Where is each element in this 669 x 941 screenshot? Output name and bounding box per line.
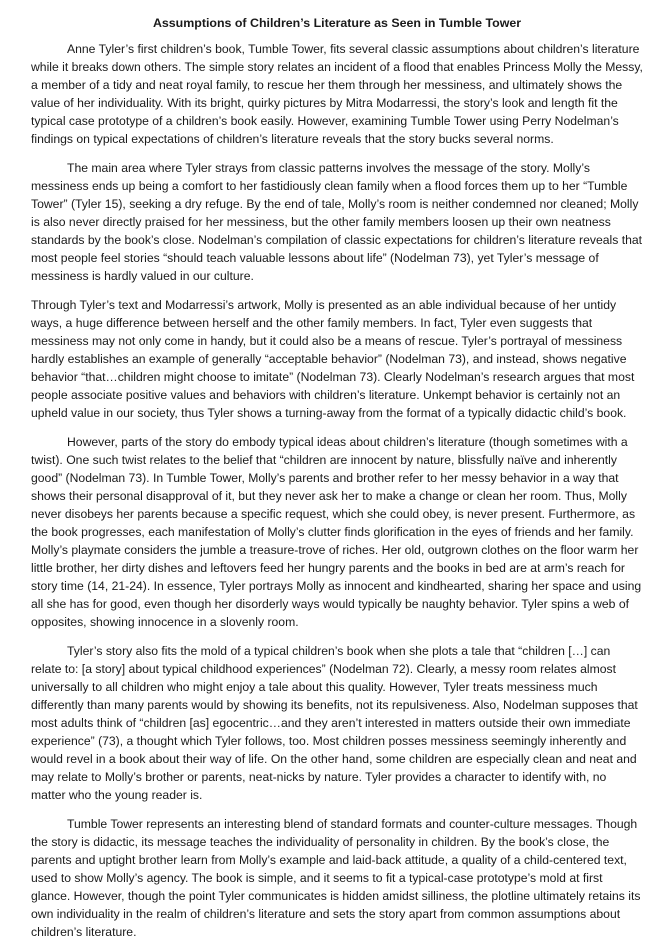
paragraph-intro: Anne Tyler’s first children’s book, Tumble Tower, fits several classic assumptions about children’s literature while it breaks down others. The simple story relates an incident of a flood that enables Princess Molly the Messy, a member of a tidy and neat royal family, to rescue her them through her messiness, and ultimately shows the value of her individuality. With its bright, quirky pictures by Mitra Modarressi, the story’s look and length fit the typical case prototype of a children’s book easily. However, examining Tumble Tower using Perry Nodelman’s findings on typical expectations of children’s literature reveals that the story bucks several norms. bbox=[31, 42, 643, 146]
paragraph-message: The main area where Tyler strays from classic patterns involves the message of the story. Molly’s messiness ends up being a comfort to her fastidiously clean family when a flood forces them up to her “Tumble Tower” (Tyler 15), seeking a dry refuge. By the end of tale, Molly’s room is neither condemned nor cleaned; Molly is also never directly praised for her messiness, but the other family members loosen up their own neatness standards by the book’s close. Nodelman’s compilation of classic expectations for children’s literature reveals that most people feel stories “should teach valuable lessons about life” (Nodelman 73), yet Tyler’s message of messiness is hardly valued in our culture. bbox=[31, 161, 643, 283]
paragraph-innocence: However, parts of the story do embody typical ideas about children’s literature (though sometimes with a twist). One such twist relates to the belief that “children are innocent by nature, blissfully naïve and inherently good” (Nodelman 73). In Tumble Tower, Molly’s parents and brother refer to her messy behavior in a way that shows their personal disapproval of it, but they never ask her to make a change or clean her room. Thus, Molly never disobeys her parents because a specific request, which she could obey, is never present. Furthermore, as the book progresses, each manifestation of Molly’s clutter finds glorification in the eyes of friends and her family. Molly’s playmate considers the jumble a treasure-trove of riches. Her old, outgrown clothes on the floor warm her little brother, her dirty dishes and leftovers feed her hungry parents and the books in bed are at arm’s reach for story time (14, 21-24). In essence, Tyler portrays Molly as innocent and kindhearted, sharing her space and using all she has for good, even though her disorderly ways would typically be naughty behavior. Tyler spins a web of opposites, showing innocence in a slovenly room. bbox=[31, 435, 642, 629]
essay-title: Assumptions of Children’s Literature as Seen in Tumble Tower bbox=[152, 16, 522, 30]
paragraph-conclusion: Tumble Tower represents an interesting blend of standard formats and counter-culture messages. Though the story is didactic, its message teaches the individuality of personality in children. By the book’s close, the parents and uptight brother learn from Molly’s example and laid-back attitude, a quality of a child-centered text, used to show Molly’s agency. The book is simple, and it seems to fit a typical-case prototype’s mold at first glance. However, though the point Tyler communicates is hidden amidst silliness, the plotline ultimately retains its own individuality in the realm of children’s literature and sets the story apart from common assumptions about children’s literature. bbox=[31, 817, 641, 939]
paragraph-relatable: Tyler’s story also fits the mold of a typical children’s book when she plots a tale that “children […] can relate to: [a story] about typical childhood experiences” (Nodelman 72). Clearly, a messy room relates almost universally to all children who might enjoy a tale about this quality. However, Tyler treats messiness much differently than many parents would by showing its benefits, not its repulsiveness. Also, Nodelman supposes that most adults think of “children [as] egocentric…and they aren’t interested in matters outside their own immediate experience” (73), a thought which Tyler follows, too. Most children posses messiness seemingly inherently and would revel in a book about their way of life. On the other hand, some children are especially clean and neat and may relate to Molly’s brother or parents, neat-nicks by nature. Tyler provides a character to identify with, no matter who the young reader is. bbox=[31, 644, 638, 802]
paragraph-artwork: Through Tyler’s text and Modarressi’s artwork, Molly is presented as an able individual because of her untidy ways, a huge difference between herself and the other family members. In fact, Tyler even suggests that messiness may not only come in handy, but it could also be a means of rescue. Tyler’s portrayal of messiness hardly establishes an example of generally “acceptable behavior” (Nodelman 73), and instead, shows negative behavior “that…children might choose to imitate” (Nodelman 73). Clearly Nodelman’s research argues that most people associate positive values and behaviors with children’s literature. Unkempt behavior is certainly not an upheld value in our society, thus Tyler shows a turning-away from the format of a typically didactic child’s book. bbox=[31, 298, 635, 420]
